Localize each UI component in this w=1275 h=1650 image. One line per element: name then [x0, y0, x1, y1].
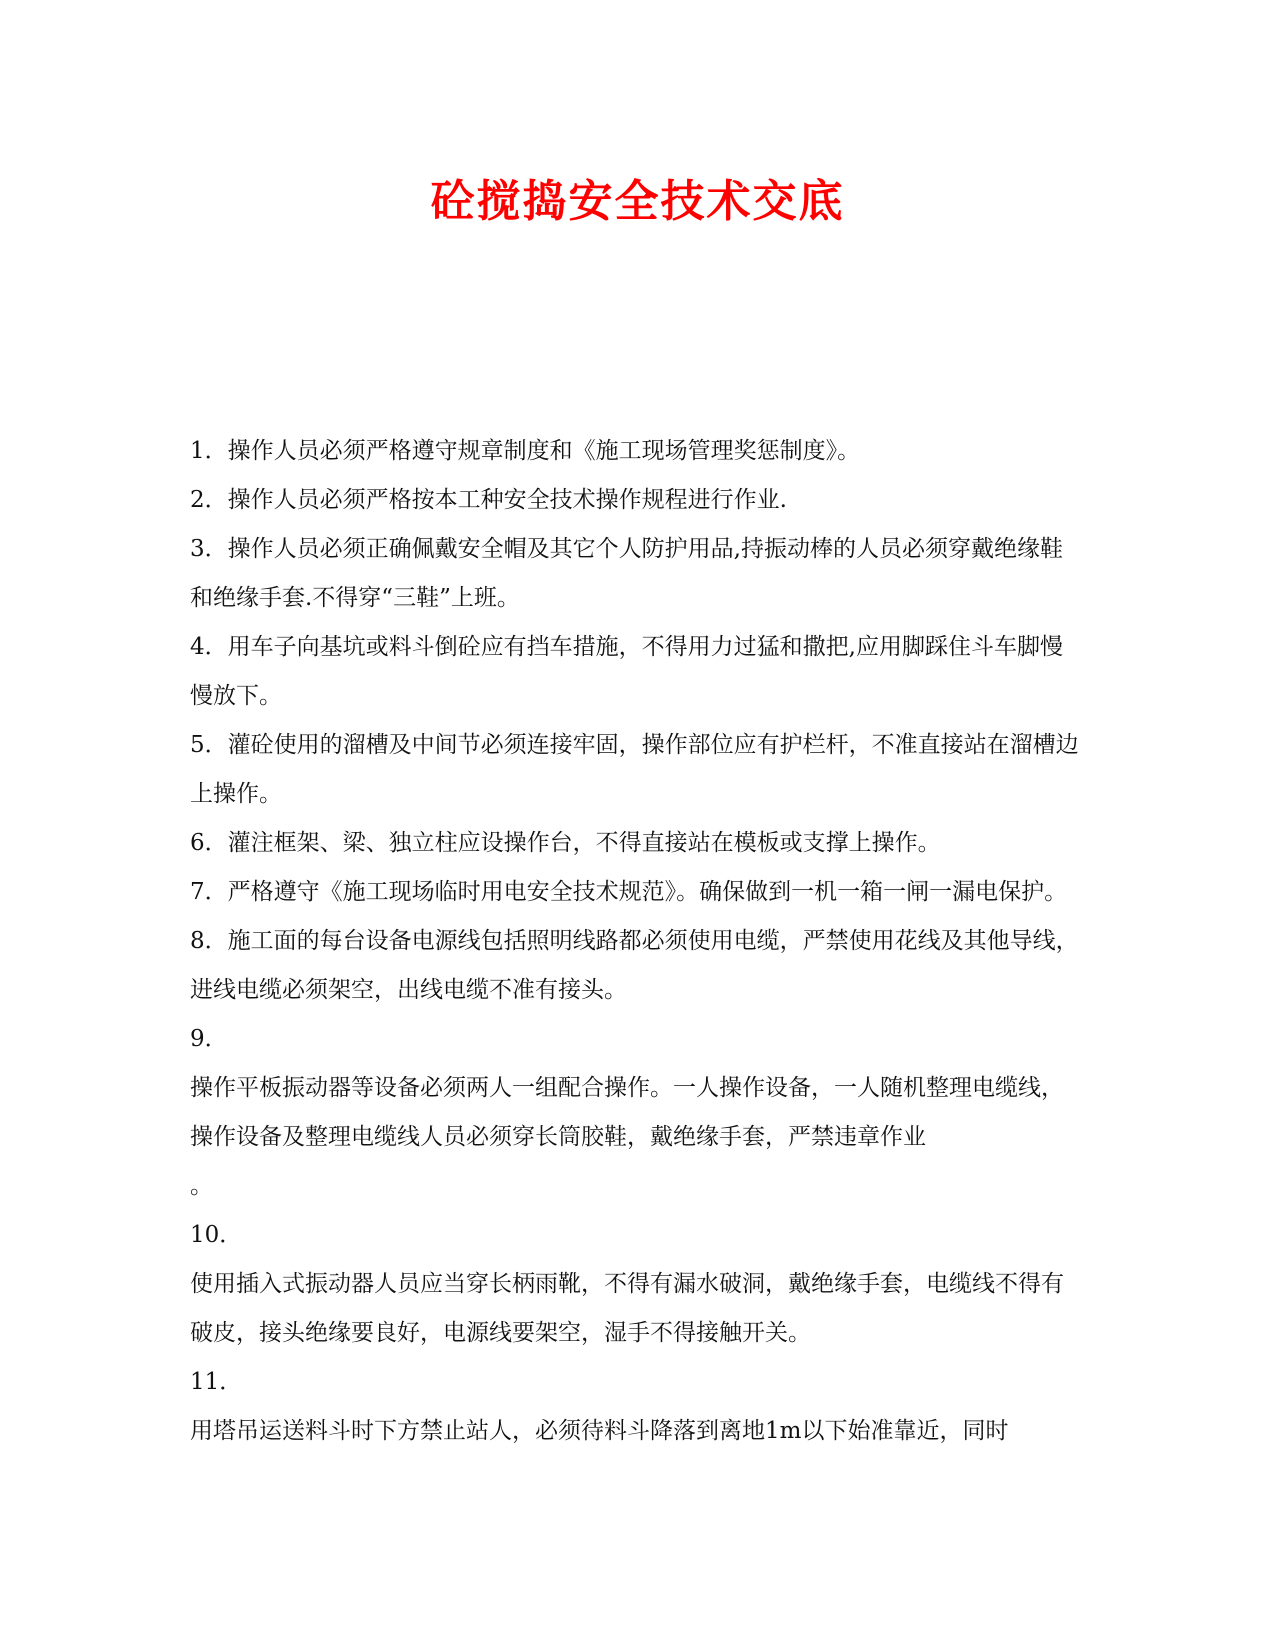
paragraph-8: 8．施工面的每台设备电源线包括照明线路都必须使用电缆，严禁使用花线及其他导线，进线电缆必须架空，出线电缆不准有接头。: [190, 928, 1079, 1003]
paragraph-9-number: 9．: [190, 1026, 228, 1052]
paragraph-9-text: 操作平板振动器等设备必须两人一组配合操作。一人操作设备，一人随机整理电缆线，操作设备及整理电缆线人员必须穿长筒胶鞋，戴绝缘手套，严禁违章作业: [190, 1075, 1064, 1150]
paragraph-7: 7．严格遵守《施工现场临时用电安全技术规范》。确保做到一机一箱一闸一漏电保护。: [190, 879, 1068, 905]
paragraph-6: 6．灌注框架、梁、独立柱应设操作台，不得直接站在模板或支撑上操作。: [190, 830, 941, 856]
paragraph-1: 1．操作人员必须严格遵守规章制度和《施工现场管理奖惩制度》。: [190, 438, 861, 464]
paragraph-5: 5．灌砼使用的溜槽及中间节必须连接牢固，操作部位应有护栏杆，不准直接站在溜槽边上操作。: [190, 732, 1079, 807]
paragraph-10-text: 使用插入式振动器人员应当穿长柄雨靴，不得有漏水破洞，戴绝缘手套，电缆线不得有破皮，接头绝缘要良好，电源线要架空，湿手不得接触开关。: [190, 1271, 1064, 1346]
document-title: 砼搅捣安全技术交底: [430, 176, 845, 227]
paragraph-3: 3．操作人员必须正确佩戴安全帽及其它个人防护用品,持振动棒的人员必须穿戴绝缘鞋和绝缘手套.不得穿“三鞋”上班。: [190, 536, 1063, 611]
paragraph-11-number: 11．: [190, 1369, 243, 1395]
paragraph-4: 4．用车子向基坑或料斗倒砼应有挡车措施，不得用力过猛和撒把,应用脚踩住斗车脚慢慢放下。: [190, 634, 1063, 709]
paragraph-10-number: 10．: [190, 1222, 243, 1248]
paragraph-2: 2．操作人员必须严格按本工种安全技术操作规程进行作业.: [190, 487, 787, 513]
paragraph-11-text: 用塔吊运送料斗时下方禁止站人，必须待料斗降落到离地1m以下始准靠近，同时: [190, 1418, 1009, 1444]
paragraph-9-end: 。: [190, 1173, 213, 1199]
document-body: [190, 427, 1085, 1456]
